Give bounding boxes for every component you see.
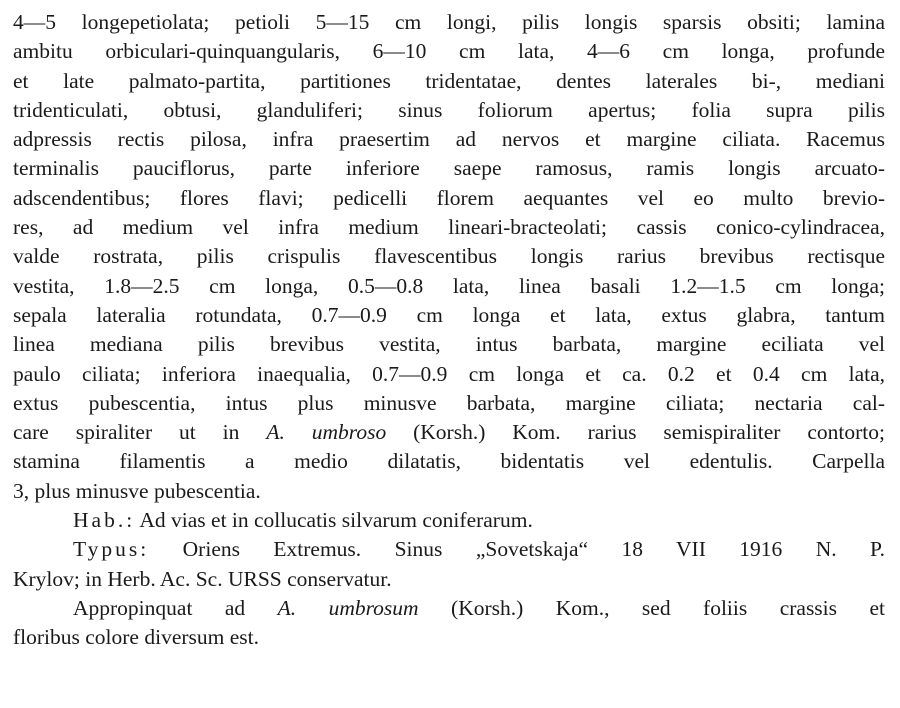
text-line: valde rostrata, pilis crispulis flavescentibus longis rarius brevibus rectisque xyxy=(13,244,885,269)
text-fragment: Appropinquat ad xyxy=(73,595,278,620)
text-fragment: (Korsh.) Kom., sed foliis crassis et xyxy=(418,595,885,620)
text-line xyxy=(13,418,885,447)
text-line: tridenticulati, obtusi, glanduliferi; sinus foliorum apertus; folia supra pilis xyxy=(13,97,885,122)
text-line: 4—5 longepetiolata; petioli 5—15 cm longi, pilis longis sparsis obsiti; lamina xyxy=(13,10,885,34)
text-line: adpressis rectis pilosa, infra praesertim ad nervos et margine ciliata. Racemus xyxy=(13,127,885,152)
text-line: et late palmato-partita, partitiones tridentatae, dentes laterales bi-, mediani xyxy=(13,68,885,93)
text-line: floribus colore diversum est. xyxy=(13,625,260,650)
text-line xyxy=(13,535,885,564)
text-line: res, ad medium vel infra medium lineari-bracteolati; cassis conico-cylindracea, xyxy=(13,215,885,240)
text-fragment: care spiraliter ut in xyxy=(13,420,267,445)
text-line xyxy=(13,594,885,623)
text-line: stamina filamentis a medio dilatatis, bidentatis vel edentulis. Carpella xyxy=(13,449,885,474)
document-page xyxy=(13,8,885,653)
habitat-text: Ad vias et in collucatis silvarum coniferarum. xyxy=(135,508,533,533)
text-line: 3, plus minusve pubescentia. xyxy=(13,478,261,503)
text-line: ambitu orbiculari-quinquangularis, 6—10 cm lata, 4—6 cm longa, profunde xyxy=(13,39,885,64)
typus-label: Typus: xyxy=(73,537,150,562)
habitat-paragraph xyxy=(13,506,885,535)
text-line: sepala lateralia rotundata, 0.7—0.9 cm longa et lata, extus glabra, tantum xyxy=(13,302,885,327)
text-line: vestita, 1.8—2.5 cm longa, 0.5—0.8 lata, linea basali 1.2—1.5 cm longa; xyxy=(13,273,885,298)
text-line: Krylov; in Herb. Ac. Sc. URSS conservatur. xyxy=(13,566,392,591)
text-line: terminalis pauciflorus, parte inferiore saepe ramosus, ramis longis arcuato- xyxy=(13,156,885,181)
text-fragment: (Korsh.) Kom. rarius semispiraliter contorto; xyxy=(386,420,885,445)
typus-text: Oriens Extremus. Sinus „Sovetskaja“ 18 VII 1916 N. P. xyxy=(149,537,885,562)
note-paragraph xyxy=(13,594,885,653)
text-line: linea mediana pilis brevibus vestita, intus barbata, margine eciliata vel xyxy=(13,332,885,357)
text-line: extus pubescentia, intus plus minusve barbata, margine ciliata; nectaria cal- xyxy=(13,390,885,415)
species-name: A. umbrosum xyxy=(277,595,419,620)
description-paragraph xyxy=(13,8,885,506)
typus-paragraph xyxy=(13,535,885,594)
species-name: A. umbroso xyxy=(266,420,387,445)
text-line: adscendentibus; flores flavi; pedicelli florem aequantes vel eo multo brevio- xyxy=(13,185,885,210)
text-line: paulo ciliata; inferiora inaequalia, 0.7—0.9 cm longa et ca. 0.2 et 0.4 cm lata, xyxy=(13,361,885,386)
habitat-label: Hab.: xyxy=(73,508,136,533)
